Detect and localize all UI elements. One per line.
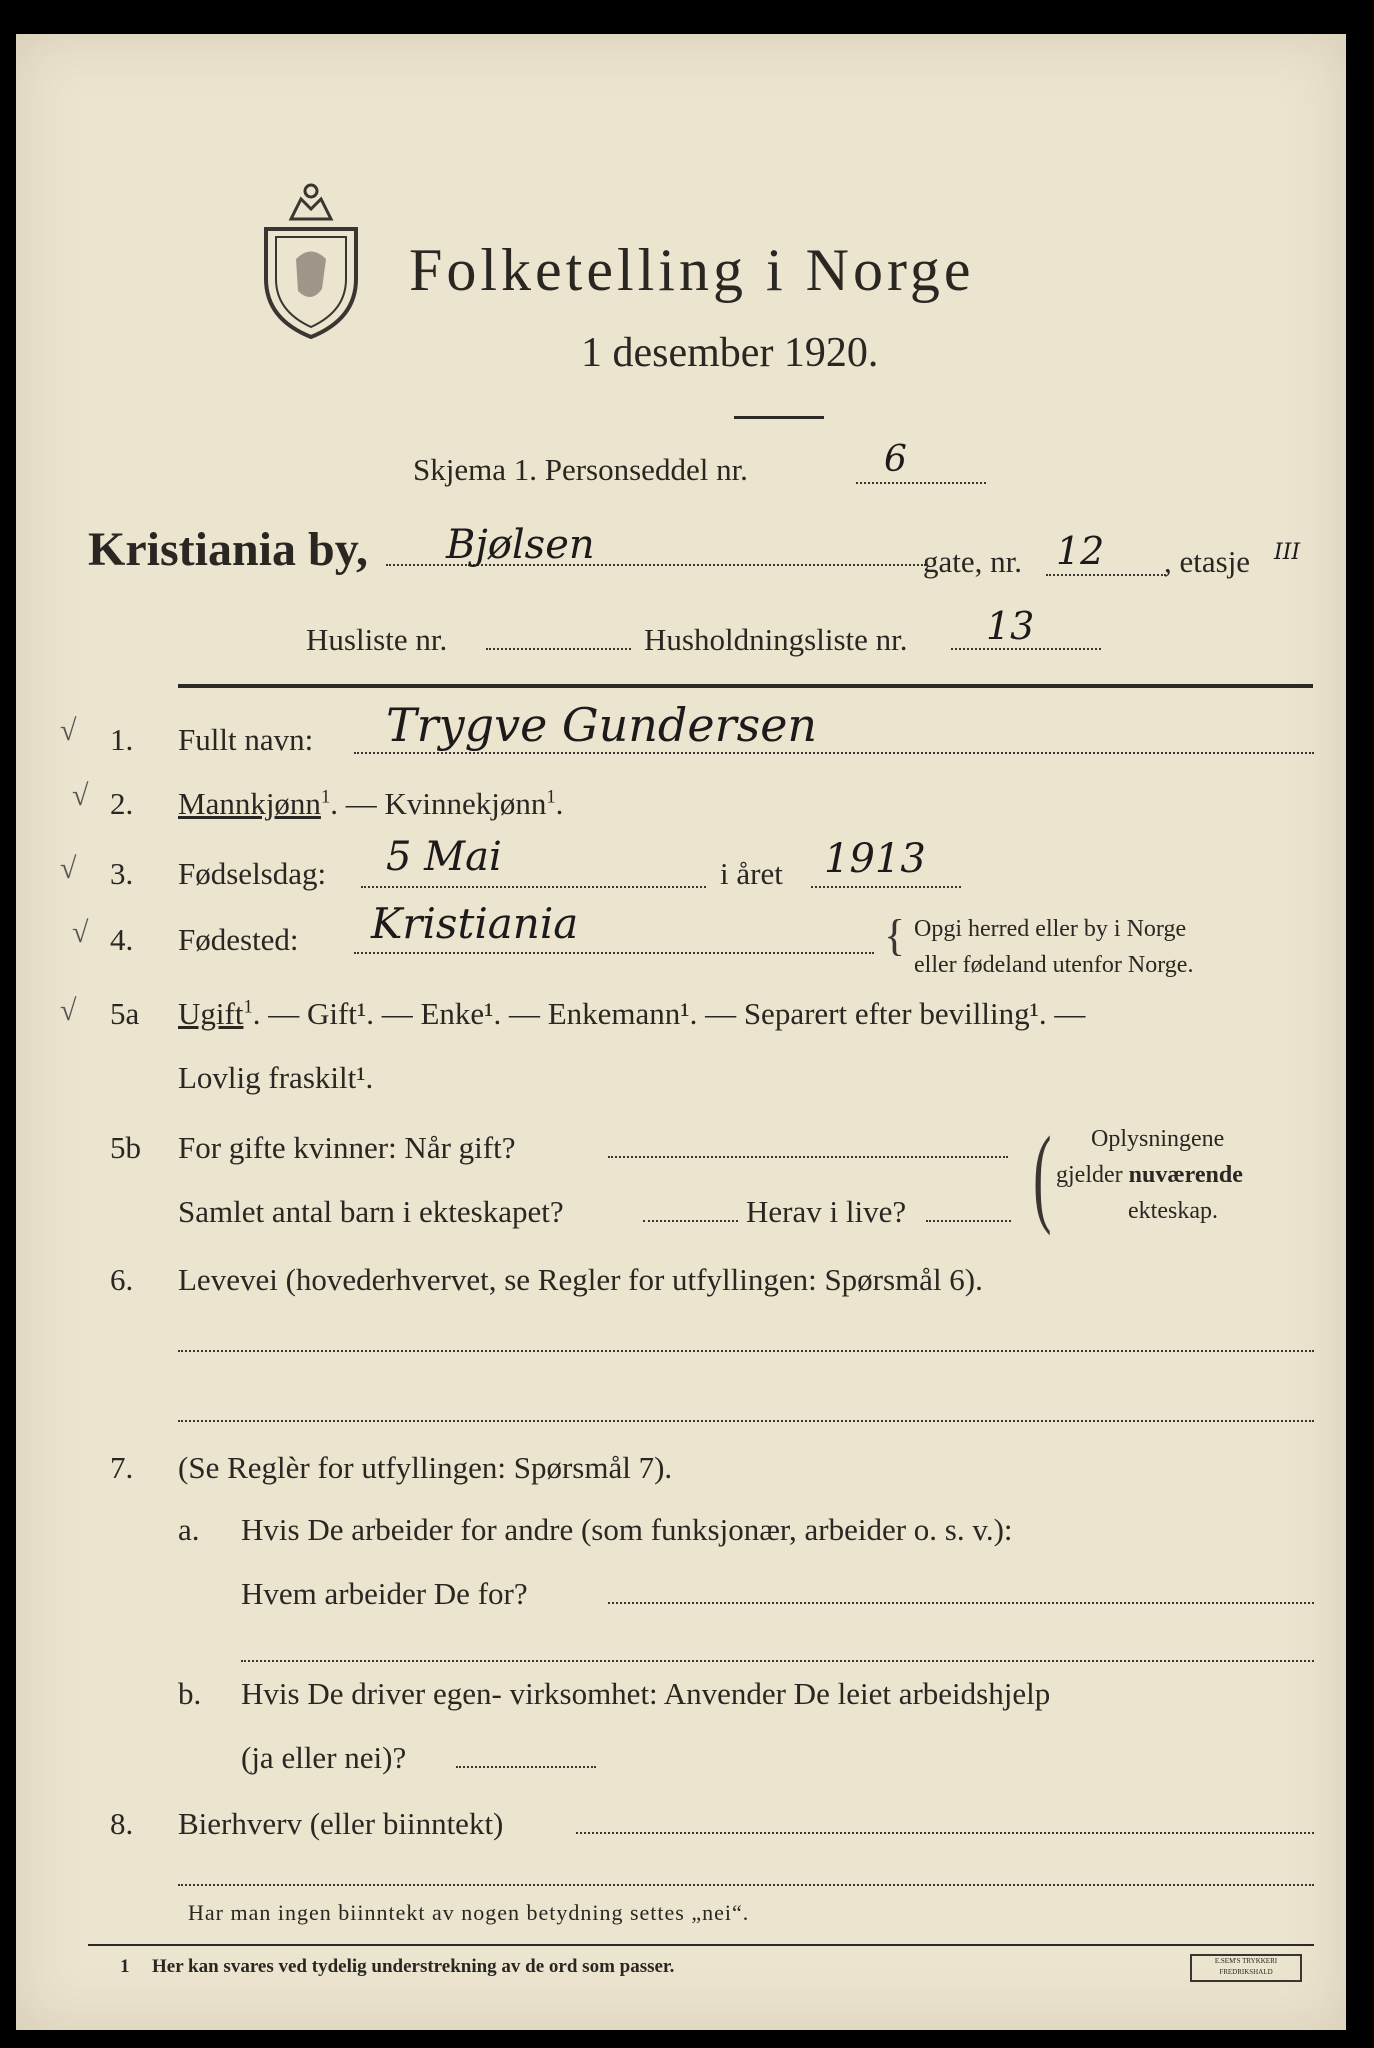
- male-option[interactable]: Mannkjønn: [178, 786, 321, 821]
- q6-number: 6.: [110, 1262, 134, 1297]
- hired-help-line: [456, 1766, 596, 1768]
- q7b-label: Hvis De driver egen- virksomhet: Anvender De leiet arbeidshjelp: [241, 1676, 1051, 1711]
- section-divider: [178, 684, 1313, 688]
- unmarried-option[interactable]: Ugift: [178, 996, 244, 1031]
- q5b-note-1: Oplysningene: [1091, 1126, 1225, 1152]
- female-option[interactable]: Kvinnekjønn: [384, 786, 547, 821]
- husholdning-label: Husholdningsliste nr.: [644, 622, 908, 657]
- brace-icon: {: [884, 911, 906, 960]
- census-date: 1 desember 1920.: [581, 330, 879, 376]
- side-income-line-2: [178, 1884, 1314, 1886]
- employer-line: [608, 1602, 1314, 1604]
- birthplace-value[interactable]: Kristiania: [371, 899, 579, 948]
- checkmark-icon: √: [60, 994, 77, 1027]
- q7a-employer-label: Hvem arbeider De for?: [241, 1576, 528, 1611]
- q7a-label: Hvis De arbeider for andre (som funksjonær, arbeider o. s. v.):: [241, 1512, 1013, 1547]
- checkmark-icon: √: [60, 714, 77, 747]
- printer-stamp: E.SEM'S TRYKKERI FREDRIKSHALD: [1190, 1954, 1302, 1982]
- q3-number: 3.: [110, 856, 134, 891]
- birthplace-line: [354, 952, 874, 954]
- q7b-letter: b.: [178, 1676, 202, 1711]
- birth-year-value[interactable]: 1913: [824, 836, 926, 882]
- occupation-line-1: [178, 1350, 1314, 1352]
- q1-line: [354, 752, 1314, 754]
- q8-label: Bierhverv (eller biinntekt): [178, 1806, 504, 1841]
- form-title: Folketelling i Norge: [409, 237, 975, 303]
- gate-label: gate, nr.: [923, 544, 1022, 579]
- footnote-divider: [88, 1944, 1314, 1946]
- footnote-text: Her kan svares ved tydelig understrekning av de ord som passer.: [152, 1956, 675, 1977]
- gate-number-line: [1046, 574, 1166, 576]
- q4-number: 4.: [110, 922, 134, 957]
- checkmark-icon: √: [72, 916, 89, 949]
- occupation-line-2: [178, 1420, 1314, 1422]
- side-income-line: [576, 1832, 1314, 1834]
- footnote-marker: 1: [120, 1956, 130, 1977]
- etasje-label: , etasje: [1164, 544, 1251, 579]
- married-when-line: [608, 1156, 1008, 1158]
- street-value[interactable]: Bjølsen: [446, 522, 595, 568]
- q4-note-2: eller fødeland utenfor Norge.: [914, 952, 1194, 978]
- etasje-value[interactable]: III: [1274, 540, 1301, 565]
- q5b-note-3: ekteskap.: [1128, 1198, 1218, 1224]
- employer-line-2: [241, 1660, 1314, 1662]
- q7-label: (Se Reglèr for utfyllingen: Spørsmål 7).: [178, 1450, 673, 1485]
- birthday-value[interactable]: 5 Mai: [386, 834, 502, 880]
- q5b-label: For gifte kvinner: Når gift?: [178, 1130, 516, 1165]
- q7b-yes-no-label: (ja eller nei)?: [241, 1740, 407, 1775]
- gate-number[interactable]: 12: [1056, 529, 1105, 573]
- husliste-label: Husliste nr.: [306, 622, 448, 657]
- q2-number: 2.: [110, 786, 134, 821]
- q4-note-1: Opgi herred eller by i Norge: [914, 916, 1187, 942]
- census-form: [16, 34, 1346, 2030]
- q5b-number: 5b: [110, 1130, 141, 1165]
- q1-number: 1.: [110, 722, 134, 757]
- husholdning-number[interactable]: 13: [986, 604, 1035, 648]
- q8-note: Har man ingen biinntekt av nogen betydning settes „nei“.: [188, 1900, 750, 1925]
- q5b-note-2: gjelder nuværende: [1056, 1162, 1243, 1188]
- q5a-number: 5a: [110, 996, 140, 1031]
- full-name-value[interactable]: Trygve Gundersen: [386, 698, 818, 752]
- husholdning-line: [951, 648, 1101, 650]
- schema-label: Skjema 1. Personseddel nr.: [413, 452, 748, 487]
- title-divider: [734, 416, 824, 419]
- children-count-line: [643, 1220, 738, 1222]
- coat-of-arms-icon: [256, 179, 366, 339]
- q3-label: Fødselsdag:: [178, 856, 327, 891]
- q3-year-label: i året: [720, 856, 783, 891]
- city-label: Kristiania by,: [88, 523, 369, 576]
- q7-number: 7.: [110, 1450, 134, 1485]
- q5b-children-label: Samlet antal barn i ekteskapet?: [178, 1194, 564, 1229]
- children-alive-line: [926, 1220, 1011, 1222]
- q8-number: 8.: [110, 1806, 134, 1841]
- q6-label: Levevei (hovederhvervet, se Regler for utfyllingen: Spørsmål 6).: [178, 1262, 983, 1297]
- sex-options: Mannkjønn$^1$. — Kvinnekjønn$^1$.: [178, 786, 564, 821]
- schema-number-line: [856, 482, 986, 484]
- marital-status-options: Ugift$^1$. — Gift¹. — Enke¹. — Enkemann¹. — Separert efter bevilling¹. —: [178, 996, 1086, 1031]
- birth-year-line: [811, 886, 961, 888]
- divorced-option[interactable]: Lovlig fraskilt¹.: [178, 1060, 374, 1095]
- q5b-alive-label: Herav i live?: [746, 1194, 907, 1229]
- q7a-letter: a.: [178, 1512, 200, 1547]
- birthday-line: [361, 886, 706, 888]
- brace-icon: (: [1033, 1114, 1052, 1236]
- checkmark-icon: √: [72, 779, 89, 812]
- q4-label: Fødested:: [178, 922, 299, 957]
- husliste-line: [486, 648, 631, 650]
- q1-label: Fullt navn:: [178, 722, 314, 757]
- personseddel-number[interactable]: 6: [884, 439, 907, 480]
- checkmark-icon: √: [60, 852, 77, 885]
